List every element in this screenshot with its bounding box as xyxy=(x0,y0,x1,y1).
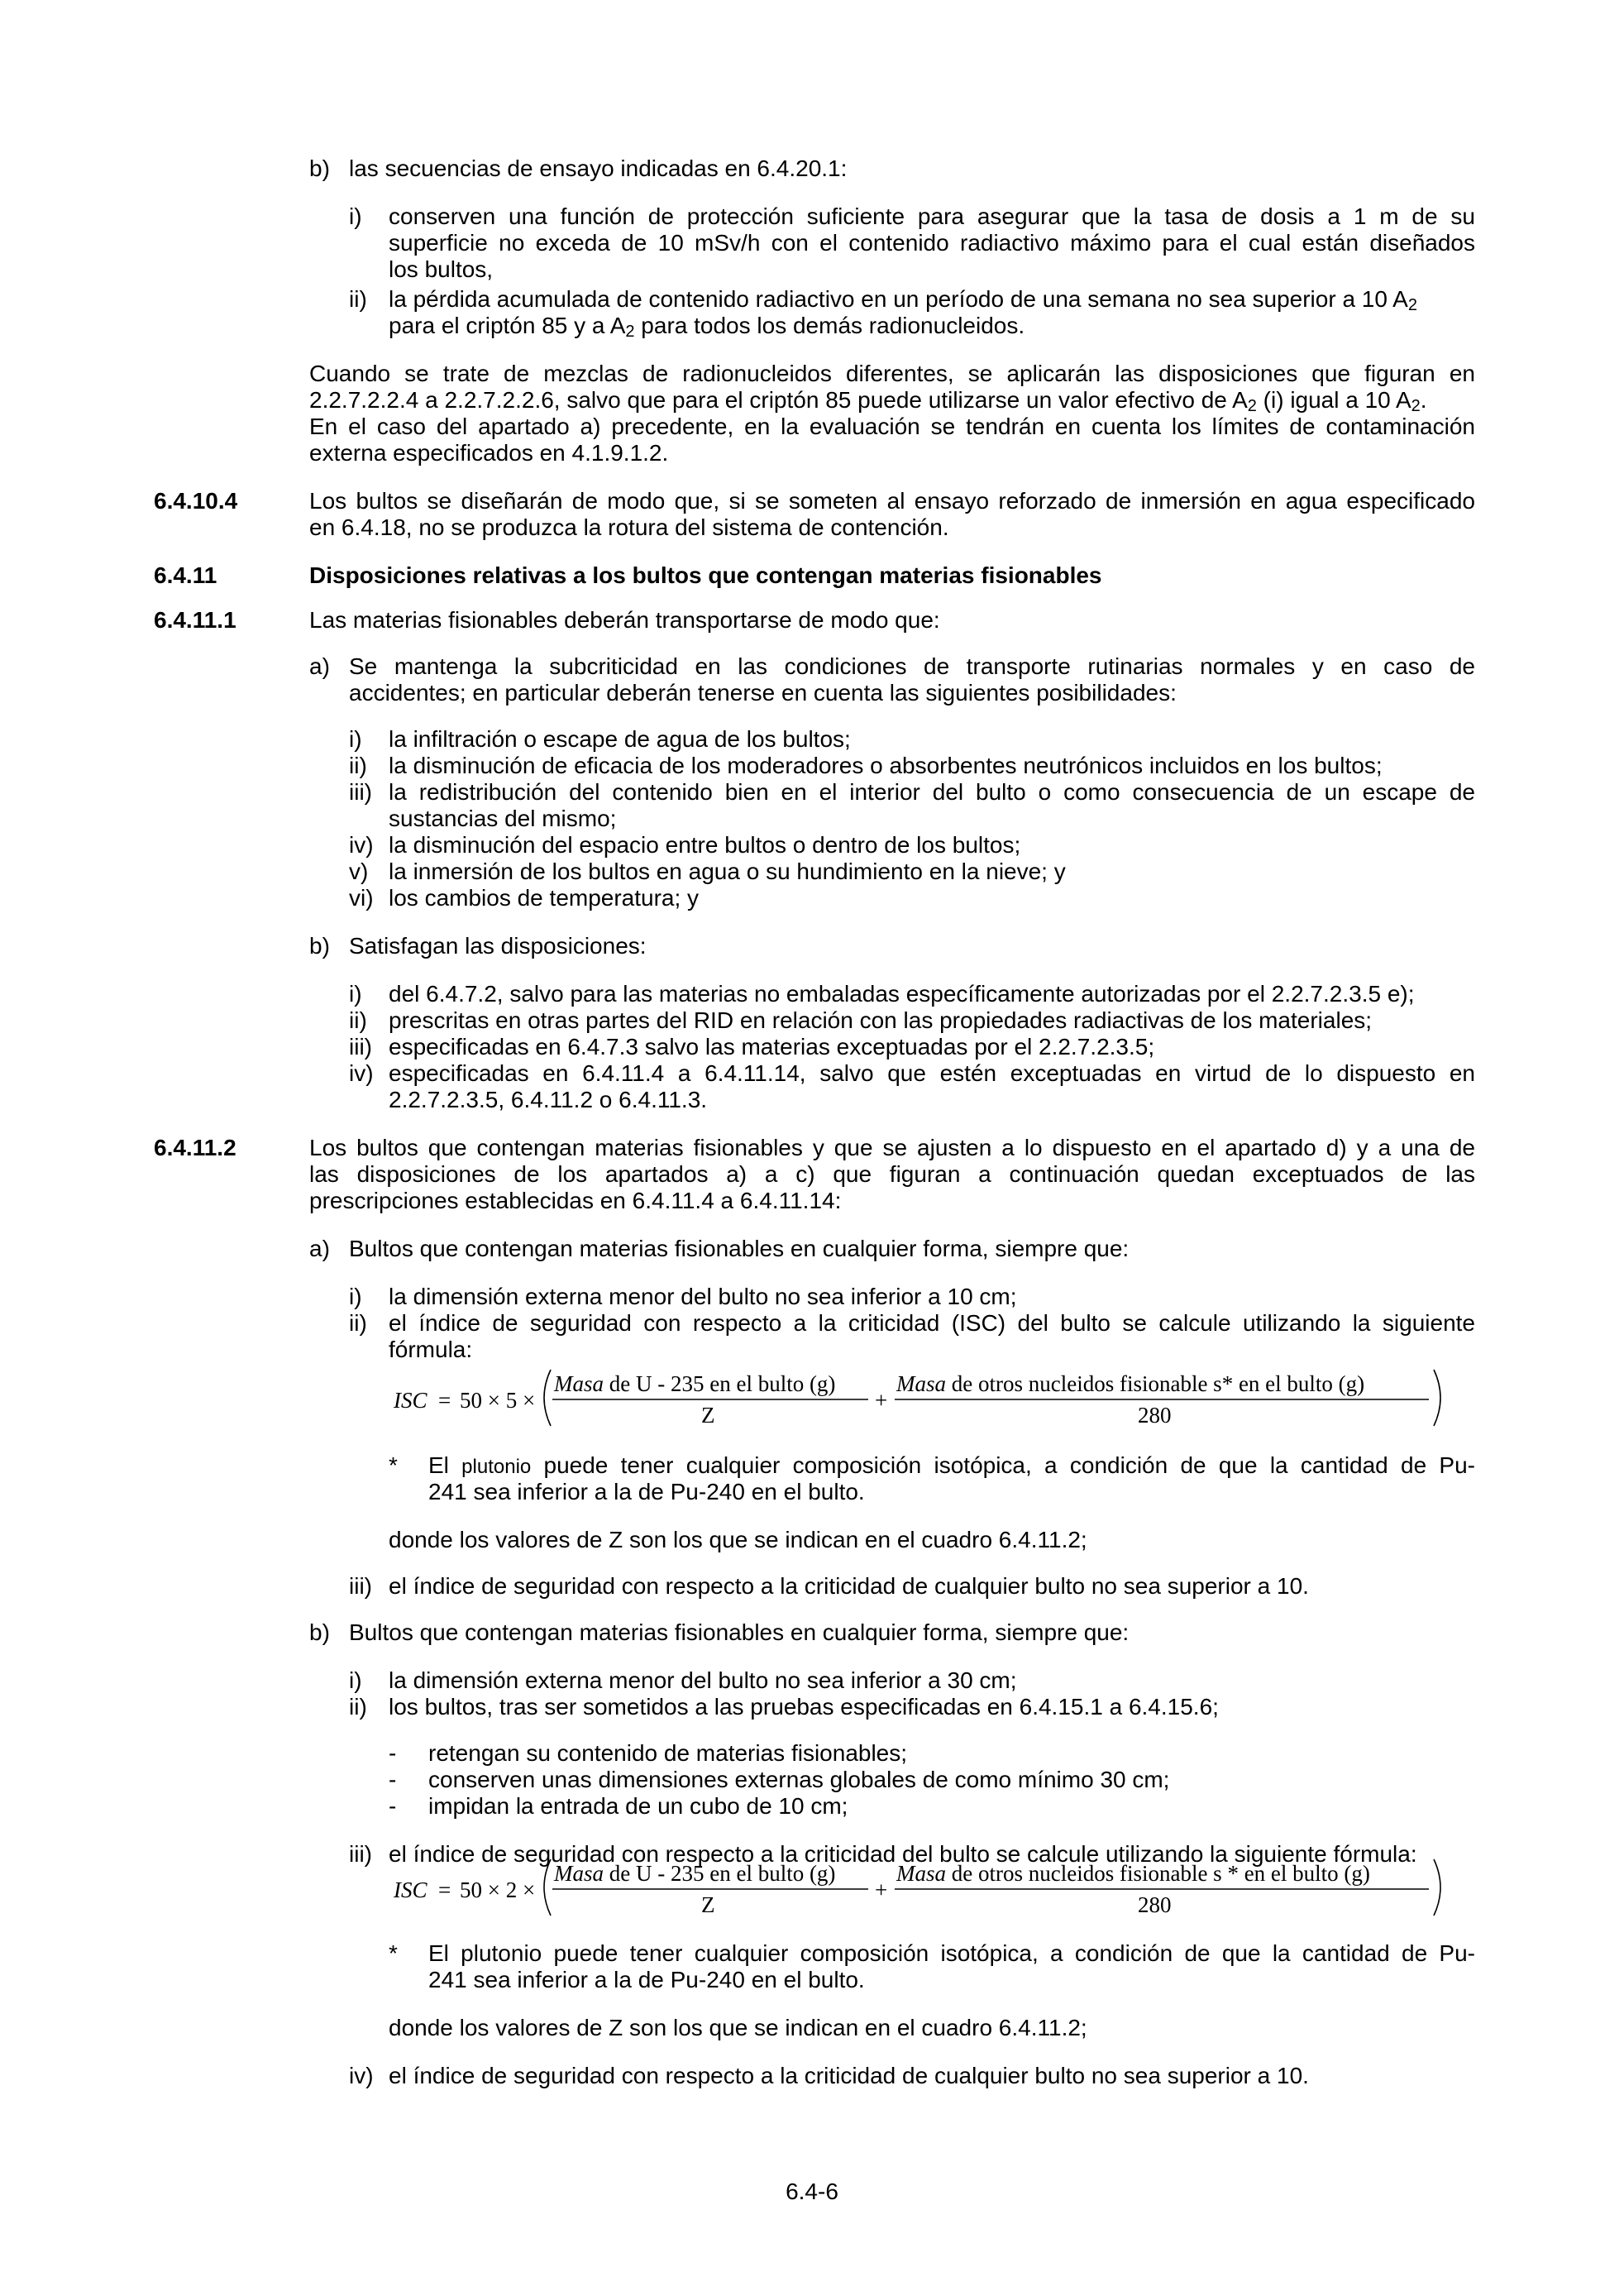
section-number: 6.4.11.2 xyxy=(154,1135,236,1160)
paragraph: Se mantenga la subcriticidad en las condiciones de transporte rutinarias normales y en caso de xyxy=(349,653,1475,679)
paragraph: Los bultos se diseñarán de modo que, si se someten al ensayo reforzado de inmersión en agua especificado xyxy=(309,488,1475,514)
formula-den: Z xyxy=(701,1892,715,1917)
paragraph: En el caso del apartado a) precedente, en la evaluación se tendrán en cuenta los límites de contaminación xyxy=(309,414,1475,439)
formula-eq: = xyxy=(438,1388,451,1413)
paragraph: accidentes; en particular deberán tenerse en cuenta las siguientes posibilidades: xyxy=(349,680,1177,706)
isc-formula xyxy=(389,1365,1480,1431)
paragraph: las secuencias de ensayo indicadas en 6.4.20.1: xyxy=(349,155,848,181)
list-item: la infiltración o escape de agua de los bultos; xyxy=(389,726,851,752)
item-label: v) xyxy=(349,859,369,884)
list-item: la redistribución del contenido bien en el interior del bulto o como consecuencia de un escape de xyxy=(389,779,1475,805)
formula-eq: = xyxy=(438,1877,451,1902)
item-label: b) xyxy=(309,155,330,181)
formula-lhs: ISC xyxy=(394,1388,427,1413)
list-item: conserven unas dimensiones externas globales de como mínimo 30 cm; xyxy=(428,1767,1170,1792)
paragraph: Bultos que contengan materias fisionables en cualquier forma, siempre que: xyxy=(349,1619,1130,1645)
item-label: iv) xyxy=(349,1060,374,1086)
section-number: 6.4.11.1 xyxy=(154,607,236,633)
list-item: el índice de seguridad con respecto a la criticidad del bulto se calcule utilizando la siguiente fórmula: xyxy=(389,1841,1417,1867)
list-item: impidan la entrada de un cubo de 10 cm; xyxy=(428,1793,848,1819)
paragraph: 2.2.7.2.2.4 a 2.2.7.2.2.6, salvo que para el criptón 85 puede utilizarse un valor efectivo de $A_2$ (i) igual a 10 $A_2$. xyxy=(309,387,1427,415)
list-item: el índice de seguridad con respecto a la criticidad de cualquier bulto no sea superior a 10. xyxy=(389,2063,1309,2088)
formula-coef: 50 × 5 × xyxy=(460,1388,536,1413)
item-label: a) xyxy=(309,653,330,679)
dash-bullet: - xyxy=(389,1767,397,1792)
right-paren xyxy=(1434,1859,1440,1916)
item-label: i) xyxy=(349,1284,362,1309)
item-label: i) xyxy=(349,981,362,1007)
item-label: i) xyxy=(349,203,362,229)
paragraph: donde los valores de Z son los que se indican en el cuadro 6.4.11.2; xyxy=(389,2015,1087,2040)
list-item: especificadas en 6.4.7.3 salvo las materias exceptuadas por el 2.2.7.2.3.5; xyxy=(389,1034,1155,1060)
item-label: b) xyxy=(309,933,330,959)
formula-plus: + xyxy=(875,1388,888,1413)
section-number: 6.4.11 xyxy=(154,562,217,588)
item-label: i) xyxy=(349,726,362,752)
list-item: la inmersión de los bultos en agua o su hundimiento en la nieve; y xyxy=(389,859,1066,884)
left-paren xyxy=(544,1859,551,1916)
list-item: el índice de seguridad con respecto a la criticidad de cualquier bulto no sea superior a 10. xyxy=(389,1573,1309,1599)
paragraph: Bultos que contengan materias fisionables en cualquier forma, siempre que: xyxy=(349,1236,1130,1261)
item-label: vi) xyxy=(349,885,374,911)
paragraph: externa especificados en 4.1.9.1.2. xyxy=(309,440,669,466)
item-label: i) xyxy=(349,1667,362,1693)
list-item: los cambios de temperatura; y xyxy=(389,885,700,911)
svg-text:Masa de U - 235 en el bulto: Masa de U - 235 en el bulto (g) xyxy=(554,1861,836,1886)
footnote: El plutonio puede tener cualquier composición isotópica, a condición de que la cantidad de Pu- xyxy=(428,1452,1475,1478)
dash-bullet: - xyxy=(389,1740,397,1766)
list-item: prescritas en otras partes del RID en relación con las propiedades radiactivas de los materiales; xyxy=(389,1007,1373,1033)
list-item: retengan su contenido de materias fisionables; xyxy=(428,1740,908,1766)
item-label: iii) xyxy=(349,1573,372,1599)
dash-bullet: - xyxy=(389,1793,397,1819)
item-label: ii) xyxy=(349,1694,367,1720)
item-label: ii) xyxy=(349,1310,367,1336)
list-item: la dimensión externa menor del bulto no sea inferior a 30 cm; xyxy=(389,1667,1017,1693)
list-item: la dimensión externa menor del bulto no sea inferior a 10 cm; xyxy=(389,1284,1017,1309)
list-item: el índice de seguridad con respecto a la criticidad (ISC) del bulto se calcule utilizando la siguiente xyxy=(389,1310,1475,1336)
item-label: iii) xyxy=(349,1841,372,1867)
paragraph: prescripciones establecidas en 6.4.11.4 a 6.4.11.14: xyxy=(309,1188,842,1213)
formula-plus: + xyxy=(875,1877,888,1902)
footnote: 241 sea inferior a la de Pu-240 en el bulto. xyxy=(428,1967,865,1992)
item-label: ii) xyxy=(349,286,367,312)
item-label: iii) xyxy=(349,1034,372,1060)
paragraph: Satisfagan las disposiciones: xyxy=(349,933,647,959)
section-title: Disposiciones relativas a los bultos que contengan materias fisionables xyxy=(309,562,1102,588)
page-number: 6.4-6 xyxy=(786,2179,838,2204)
footnote: 241 sea inferior a la de Pu-240 en el bulto. xyxy=(428,1479,865,1504)
formula-den: 280 xyxy=(1138,1892,1172,1917)
paragraph: la pérdida acumulada de contenido radiactivo en un período de una semana no sea superior a 10 $A_2$ xyxy=(389,286,1417,314)
footnote-star: * xyxy=(389,1940,398,1966)
item-label: b) xyxy=(309,1619,330,1645)
paragraph: los bultos, xyxy=(389,256,494,282)
item-label: iii) xyxy=(349,779,372,805)
formula-den: Z xyxy=(701,1403,715,1428)
item-label: iv) xyxy=(349,832,374,858)
formula-coef: 50 × 2 × xyxy=(460,1877,536,1902)
item-label: a) xyxy=(309,1236,330,1261)
left-paren xyxy=(544,1370,551,1426)
paragraph: Cuando se trate de mezclas de radionucleidos diferentes, se aplicarán las disposiciones que figuran en xyxy=(309,361,1475,386)
paragraph: Los bultos que contengan materias fisionables y que se ajusten a lo dispuesto en el apartado d) y a una de xyxy=(309,1135,1475,1160)
footnote: El plutonio puede tener cualquier composición isotópica, a condición de que la cantidad de Pu- xyxy=(428,1940,1475,1966)
isc-formula xyxy=(389,1854,1480,1921)
item-label: ii) xyxy=(349,753,367,778)
footnote-star: * xyxy=(389,1452,398,1478)
list-item: del 6.4.7.2, salvo para las materias no embaladas específicamente autorizadas por el 2.2.7.2.3.5 e); xyxy=(389,981,1415,1007)
paragraph: conserven una función de protección suficiente para asegurar que la tasa de dosis a 1 m de su xyxy=(389,203,1475,229)
svg-text:Masa de otros nucleidos fis: Masa de otros nucleidos fisionable s * en el bulto (g) xyxy=(896,1861,1370,1886)
list-item: los bultos, tras ser sometidos a las pruebas especificadas en 6.4.15.1 a 6.4.15.6; xyxy=(389,1694,1219,1720)
item-label: ii) xyxy=(349,1007,367,1033)
paragraph: donde los valores de Z son los que se indican en el cuadro 6.4.11.2; xyxy=(389,1527,1087,1552)
paragraph: para el criptón 85 y a $A_2$ para todos los demás radionucleidos. xyxy=(389,313,1025,341)
list-item: especificadas en 6.4.11.4 a 6.4.11.14, salvo que estén exceptuadas en virtud de lo dispuesto en xyxy=(389,1060,1475,1086)
paragraph: las disposiciones de los apartados a) a c) que figuran a continuación quedan exceptuados de las xyxy=(309,1161,1475,1187)
formula-den: 280 xyxy=(1138,1403,1172,1428)
item-label: iv) xyxy=(349,2063,374,2088)
list-item: sustancias del mismo; xyxy=(389,806,617,831)
list-item: fórmula: xyxy=(389,1337,473,1362)
formula-lhs: ISC xyxy=(394,1877,427,1902)
svg-text:Masa de otros nucleidos fisi: Masa de otros nucleidos fisionable s* en el bulto (g) xyxy=(896,1371,1365,1396)
list-item: la disminución del espacio entre bultos o dentro de los bultos; xyxy=(389,832,1021,858)
list-item: la disminución de eficacia de los moderadores o absorbentes neutrónicos incluidos en los bultos; xyxy=(389,753,1383,778)
paragraph: Las materias fisionables deberán transportarse de modo que: xyxy=(309,607,940,633)
svg-text:Masa de U - 235 en el bulto (g: Masa de U - 235 en el bulto (g) xyxy=(554,1371,836,1396)
right-paren xyxy=(1434,1370,1440,1426)
section-number: 6.4.10.4 xyxy=(154,488,238,514)
paragraph: superficie no exceda de 10 mSv/h con el contenido radiactivo máximo para el cual están diseñados xyxy=(389,230,1475,256)
paragraph: en 6.4.18, no se produzca la rotura del sistema de contención. xyxy=(309,514,949,540)
list-item: 2.2.7.2.3.5, 6.4.11.2 o 6.4.11.3. xyxy=(389,1087,708,1112)
